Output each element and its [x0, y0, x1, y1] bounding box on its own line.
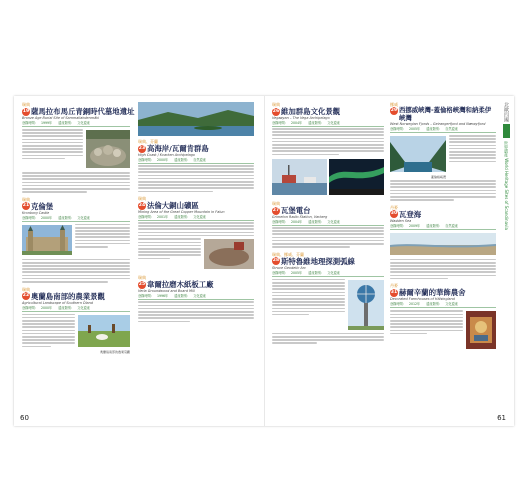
fjord-photo [390, 136, 446, 172]
harbor-photo [272, 159, 327, 195]
entry-title [22, 202, 130, 211]
entry-english-title: Struve Geodetic Arc [272, 265, 307, 270]
stone-cairn-photo [86, 130, 130, 168]
entry-25 [138, 275, 254, 322]
entry-24 [138, 196, 254, 271]
entry-english-title: Verla Groundwood and Board Mill [138, 289, 195, 294]
body-text-lines [390, 180, 496, 201]
body-text-lines [449, 135, 496, 179]
entry-title-text: 瓦登海 [399, 209, 422, 219]
entry-region: 丹麥 [390, 283, 398, 289]
body-text-lines [390, 310, 463, 351]
entry-english-title: High Coast / Kvarken Archipelago [138, 153, 195, 157]
oland-landscape-photo [78, 315, 130, 347]
body-text-lines [272, 333, 384, 344]
divider [138, 220, 254, 221]
entry-26 [272, 102, 384, 197]
entry-english-title: Agricultural Landscape of Southern Öland [22, 300, 93, 305]
divider [272, 225, 384, 226]
side-tab-marker [503, 124, 510, 138]
body-text-lines [22, 129, 83, 159]
entry-19 [22, 102, 135, 193]
divider [272, 276, 384, 277]
entry-title [390, 210, 496, 219]
entry-meta: 登錄時間： 2005年 遺產類別： 自然遺產 [390, 127, 458, 131]
right-page-number: 61 [497, 414, 506, 422]
entry-meta: 登錄時間： 2012年 遺產類別： 文化遺產 [390, 302, 458, 307]
entry-number-badge: 28 [272, 258, 280, 264]
entry-english-title: Mining Area of the Great Copper Mountain in Falun [138, 210, 225, 215]
entry-title-text: 法倫大銅山礦區 [147, 201, 199, 211]
entry-title [22, 292, 130, 301]
entry-number-badge: 24 [138, 202, 146, 208]
entry-31 [390, 283, 496, 351]
entry-meta: 登錄時間： 2004年 遺產類別： 文化遺產 [272, 220, 340, 225]
entry-region: 瑞典、芬蘭 [138, 139, 158, 144]
entry-meta: 登錄時間： 2004年 遺產類別： 文化遺產 [272, 121, 340, 125]
body-text-lines [390, 259, 496, 280]
entry-number-badge: 31 [390, 289, 398, 295]
entry-title-text: 維加群島文化景觀 [281, 107, 341, 116]
entry-region: 瑞典 [138, 196, 146, 202]
entry-english-title: Grimeton Radio Station, Varberg [272, 215, 328, 220]
photo-caption: 奧蘭島南部的農業景觀 [99, 349, 130, 354]
entry-meta: 登錄時間： 2000年 遺產類別： 文化遺產 [22, 305, 90, 310]
entry-27 [272, 201, 384, 248]
entry-22 [22, 287, 130, 354]
divider [22, 311, 130, 312]
left-page-number: 60 [20, 414, 29, 422]
entry-29 [390, 102, 496, 201]
divider [138, 163, 254, 164]
entry-title [390, 288, 496, 297]
entry-region: 瑞典 [22, 286, 30, 292]
entry-meta: 登錄時間： 2009年 遺產類別： 自然遺產 [390, 223, 458, 228]
entry-30 [390, 205, 496, 280]
entry-number-badge: 23 [138, 145, 146, 151]
book-gutter [264, 96, 265, 426]
entry-title-text: 薩馬拉布馬丘青銅時代墓地遺址 [31, 107, 135, 116]
farmhouse-photo [466, 311, 496, 349]
entry-title [138, 201, 254, 210]
entry-title [390, 107, 496, 122]
right-page-column-2 [390, 102, 496, 355]
divider [390, 229, 496, 230]
book-spread [14, 96, 514, 426]
body-text-lines [75, 224, 130, 257]
entry-region: 瑞典 [272, 102, 280, 107]
entry-title-text: 韋爾拉磨木紙板工廠 [147, 280, 214, 290]
body-text-lines [138, 301, 254, 322]
entry-region: 丹麥 [390, 204, 398, 210]
entry-title-text: 赫爾辛蘭的華飾農舍 [399, 288, 466, 298]
entry-title [272, 257, 384, 266]
entry-title-text: 高海岸/瓦爾肯群島 [147, 144, 209, 153]
entry-28 [272, 252, 384, 344]
entry-21 [22, 197, 130, 283]
aurora-photo [329, 159, 384, 195]
entry-number-badge: 22 [22, 293, 30, 299]
wadden-sea-photo [390, 233, 496, 255]
chapter-side-tab [500, 102, 512, 230]
body-text-lines [272, 279, 345, 332]
entry-meta: 登錄時間： 2000年 遺產類別： 文化遺產 [22, 215, 90, 220]
entry-title [272, 107, 384, 116]
body-text-lines [138, 165, 254, 192]
entry-region: 挪威 [390, 102, 398, 107]
entry-meta: 登錄時間： 2005年 遺產類別： 文化遺產 [272, 270, 340, 275]
body-text-lines [272, 128, 384, 155]
left-page-column-2 [138, 102, 254, 326]
right-page-column-1 [272, 102, 384, 348]
divider [22, 126, 130, 127]
entry-title [22, 107, 135, 116]
entry-region: 瑞典 [272, 201, 280, 207]
divider [390, 307, 496, 308]
entry-english-title: Wadden Sea [390, 218, 412, 223]
entry-title-text: 斯特魯維地理探測弧線 [281, 256, 355, 266]
body-text-lines [22, 172, 130, 193]
entry-english-title: Kronborg Castle [22, 210, 50, 215]
left-page-column-1 [22, 102, 135, 358]
entry-23 [138, 139, 254, 192]
entry-number-badge: 30 [390, 211, 398, 217]
body-text-lines [22, 314, 75, 354]
entry-meta: 登錄時間： 2001年 遺產類別： 文化遺產 [138, 215, 206, 220]
body-text-lines [22, 259, 130, 283]
body-text-lines [138, 238, 201, 271]
entry-region: 瑞典 [22, 102, 30, 107]
entry-title [138, 144, 254, 153]
entry-title-text: 奧蘭島南部的農業景觀 [31, 291, 105, 301]
entry-title-text: 瓦堡電台 [281, 206, 311, 216]
high-coast-photo [138, 102, 254, 136]
entry-number-badge: 25 [138, 281, 146, 287]
falun-mine-photo [204, 239, 254, 269]
divider [272, 126, 384, 127]
entry-english-title: West Norwegian Fjords – Geirangerfjord and Nærøyfjord [390, 122, 486, 126]
entry-region: 瑞典 [138, 275, 146, 281]
divider [22, 221, 130, 222]
entry-region: 瑞典、挪威、芬蘭 [272, 251, 304, 257]
side-tab-category: 世界遺產 World Heritage Sites of Scandinavia [504, 141, 509, 230]
entry-title [272, 206, 384, 215]
side-tab-region: 北歐四國 [503, 102, 509, 122]
entry-region: 瑞典 [22, 196, 30, 202]
entry-english-title: Vegaøyan – The Vega Archipelago [272, 116, 330, 120]
entry-meta: 登錄時間： 1999年 遺產類別： 文化遺產 [22, 121, 90, 125]
entry-number-badge: 19 [22, 108, 30, 114]
entry-meta: 登錄時間： 2000年 遺產類別： 自然遺產 [138, 158, 206, 162]
entry-english-title: Decorated Farmhouses of Hälsingland [390, 297, 455, 302]
entry-number-badge: 26 [272, 108, 280, 114]
entry-title [138, 280, 254, 289]
entry-number-badge: 21 [22, 203, 30, 209]
photo-caption: 蓋倫格峽灣 [430, 175, 446, 179]
entry-number-badge: 27 [272, 207, 280, 213]
entry-meta: 登錄時間： 1996年 遺產類別： 文化遺產 [138, 294, 206, 299]
entry-title-text: 克倫堡 [31, 201, 54, 211]
kronborg-castle-photo [22, 225, 72, 255]
body-text-lines [272, 227, 384, 248]
entry-title-text: 西挪威峽灣-蓋倫格峽灣和納柔伊峽灣 [399, 106, 492, 122]
divider [138, 299, 254, 300]
entry-english-title: Bronze Age Burial Site of Sammallahdenmäki [22, 116, 100, 120]
entry-number-badge: 29 [390, 108, 398, 113]
divider [390, 132, 496, 133]
struve-monument-photo [348, 280, 384, 330]
body-text-lines [138, 222, 254, 236]
